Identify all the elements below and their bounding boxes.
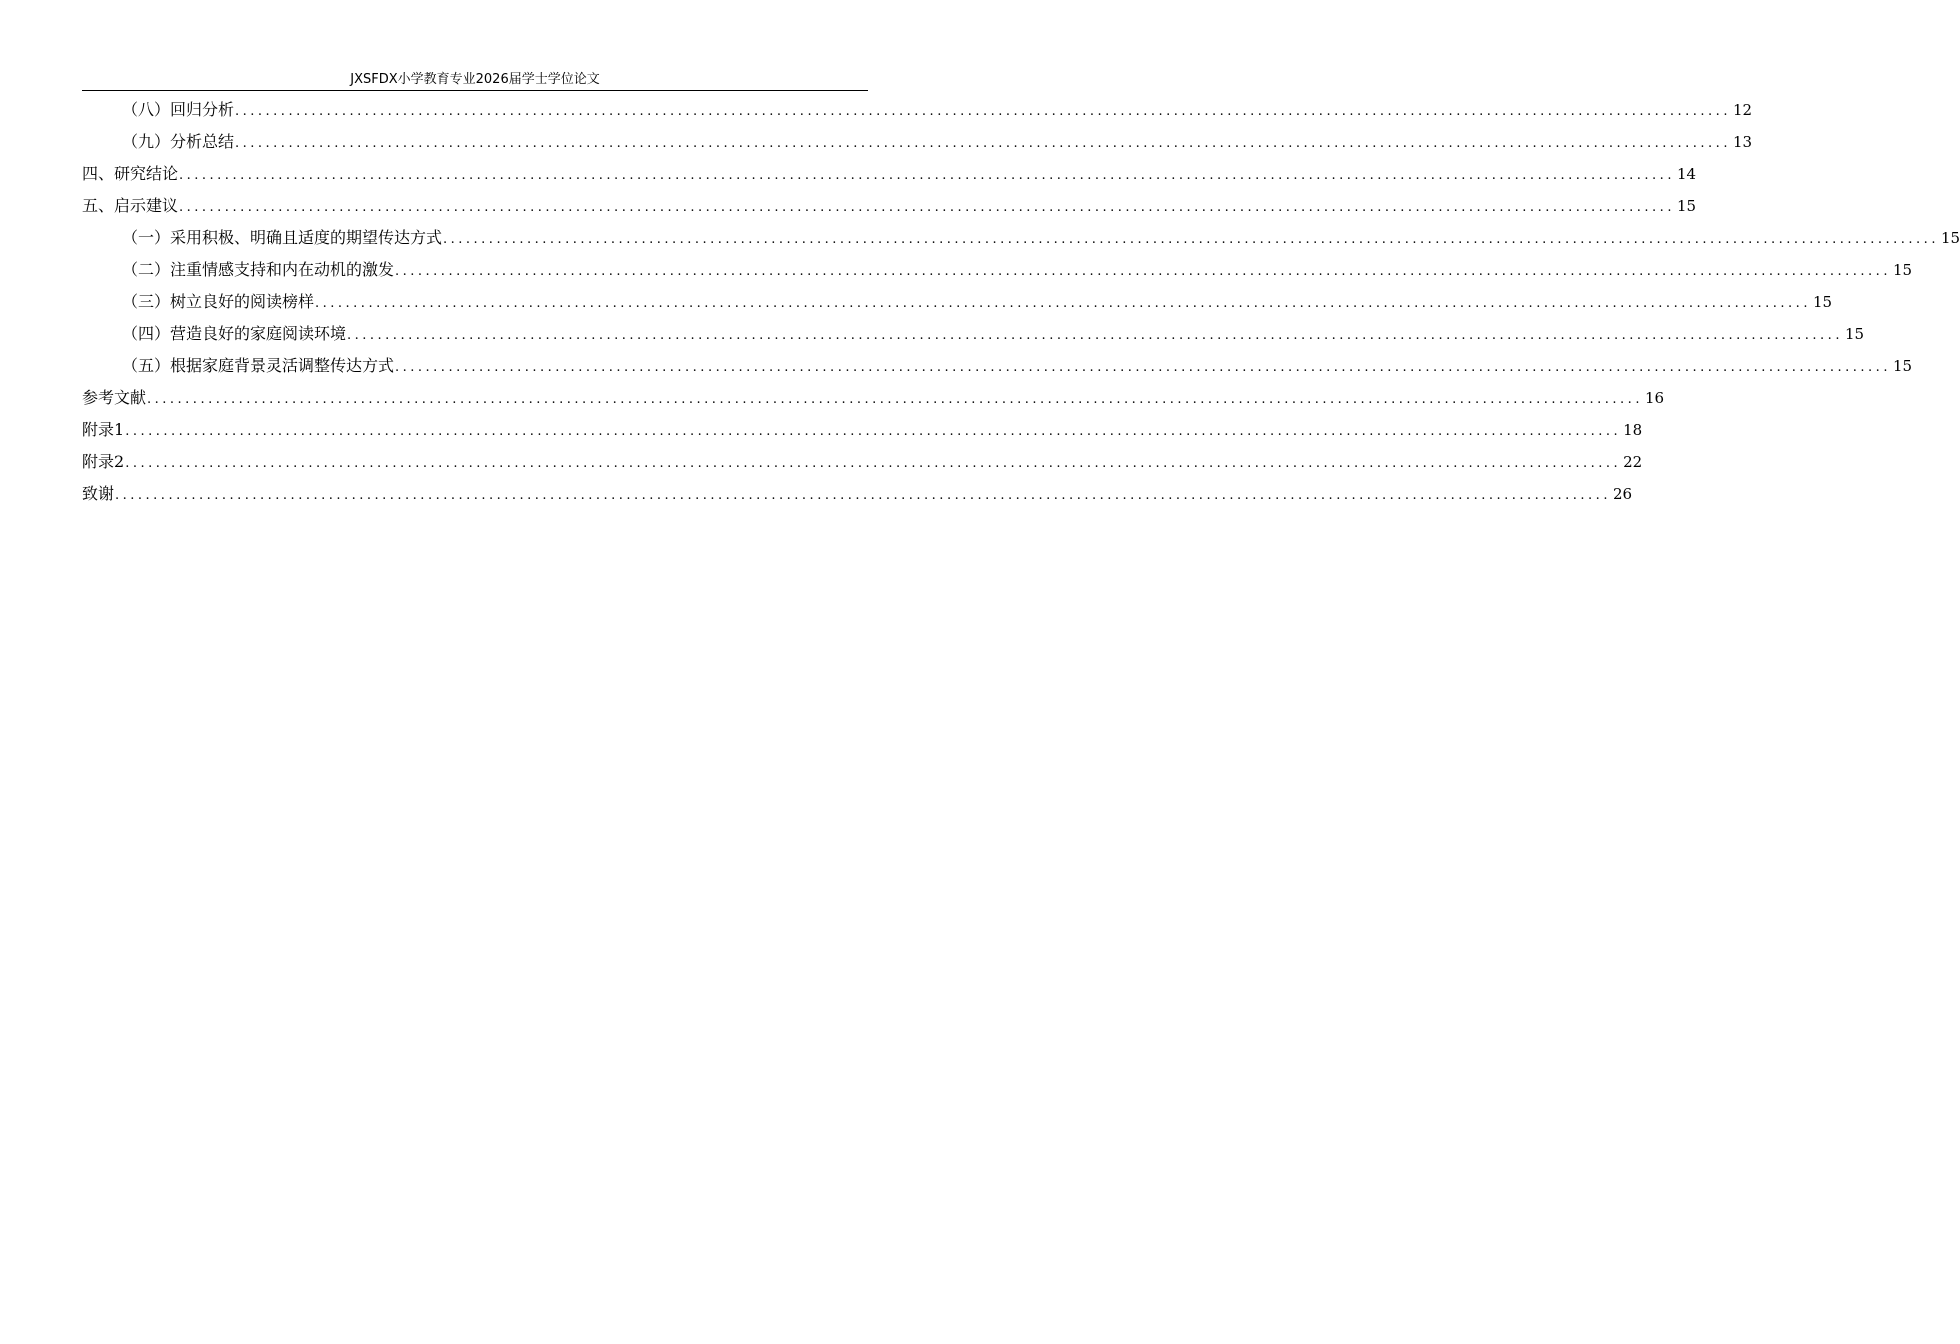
toc-leader-dots: ....................................................................................................................................................................................................: [179, 200, 1675, 215]
toc-entry-page: 18: [1623, 421, 1643, 439]
toc-leader-dots: ....................................................................................................................................................................................................: [443, 232, 1939, 247]
toc-leader-dots: ....................................................................................................................................................................................................: [395, 360, 1891, 375]
toc-entry-page: 15: [1892, 357, 1913, 375]
toc-leader-dots: ....................................................................................................................................................................................................: [179, 168, 1675, 183]
toc-entry-page: 12: [1732, 101, 1753, 119]
toc-entry-title: 五、启示建议: [82, 196, 179, 215]
running-header: JXSFDX小学教育专业2026届学士学位论文: [350, 72, 600, 87]
toc-leader-dots: ....................................................................................................................................................................................................: [235, 136, 1731, 151]
toc-entry[interactable]: [82, 129, 1753, 161]
toc-entry-title: 附录1: [82, 420, 125, 439]
toc-entry-title: （一）采用积极、明确且适度的期望传达方式: [122, 228, 443, 247]
toc-entry-page: 15: [1812, 293, 1833, 311]
toc-entry-page: 26: [1612, 485, 1633, 503]
toc-leader-dots: ....................................................................................................................................................................................................: [315, 296, 1811, 311]
toc-entry-page: 15: [1940, 229, 1960, 247]
toc-entry[interactable]: [82, 193, 1697, 225]
toc-leader-dots: ....................................................................................................................................................................................................: [235, 104, 1731, 119]
toc-entry[interactable]: [82, 97, 1753, 129]
toc-entry[interactable]: [82, 257, 1913, 289]
toc-leader-dots: ....................................................................................................................................................................................................: [347, 328, 1843, 343]
toc-entry-title: 致谢: [82, 484, 115, 503]
toc-entry[interactable]: [82, 289, 1833, 321]
toc-leader-dots: ....................................................................................................................................................................................................: [125, 424, 1622, 439]
toc-leader-dots: ....................................................................................................................................................................................................: [115, 488, 1611, 503]
toc-entry[interactable]: [82, 417, 1643, 449]
header-rule: [82, 90, 868, 91]
toc-entry-title: （四）营造良好的家庭阅读环境: [122, 324, 347, 343]
toc-entry-page: 22: [1623, 453, 1643, 471]
toc-entry-page: 15: [1892, 261, 1913, 279]
toc-leader-dots: ....................................................................................................................................................................................................: [395, 264, 1891, 279]
toc-entry-title: （八）回归分析: [122, 100, 235, 119]
toc-entry-page: 14: [1676, 165, 1697, 183]
table-of-contents: [82, 97, 1960, 513]
toc-entry-title: 四、研究结论: [82, 164, 179, 183]
toc-leader-dots: ....................................................................................................................................................................................................: [125, 456, 1622, 471]
toc-leader-dots: ....................................................................................................................................................................................................: [147, 392, 1643, 407]
toc-entry-title: （五）根据家庭背景灵活调整传达方式: [122, 356, 395, 375]
toc-entry[interactable]: [82, 353, 1913, 385]
toc-entry[interactable]: [82, 321, 1865, 353]
toc-entry[interactable]: [82, 225, 1960, 257]
toc-entry[interactable]: [82, 481, 1633, 513]
toc-entry-title: （三）树立良好的阅读榜样: [122, 292, 315, 311]
toc-entry[interactable]: [82, 385, 1665, 417]
toc-entry-page: 15: [1844, 325, 1865, 343]
toc-entry[interactable]: [82, 161, 1697, 193]
toc-entry-page: 15: [1676, 197, 1697, 215]
toc-entry-title: （二）注重情感支持和内在动机的激发: [122, 260, 395, 279]
toc-entry-title: （九）分析总结: [122, 132, 235, 151]
toc-entry-title: 附录2: [82, 452, 125, 471]
toc-entry[interactable]: [82, 449, 1643, 481]
toc-entry-page: 16: [1644, 389, 1665, 407]
toc-entry-page: 13: [1732, 133, 1753, 151]
toc-entry-title: 参考文献: [82, 388, 147, 407]
